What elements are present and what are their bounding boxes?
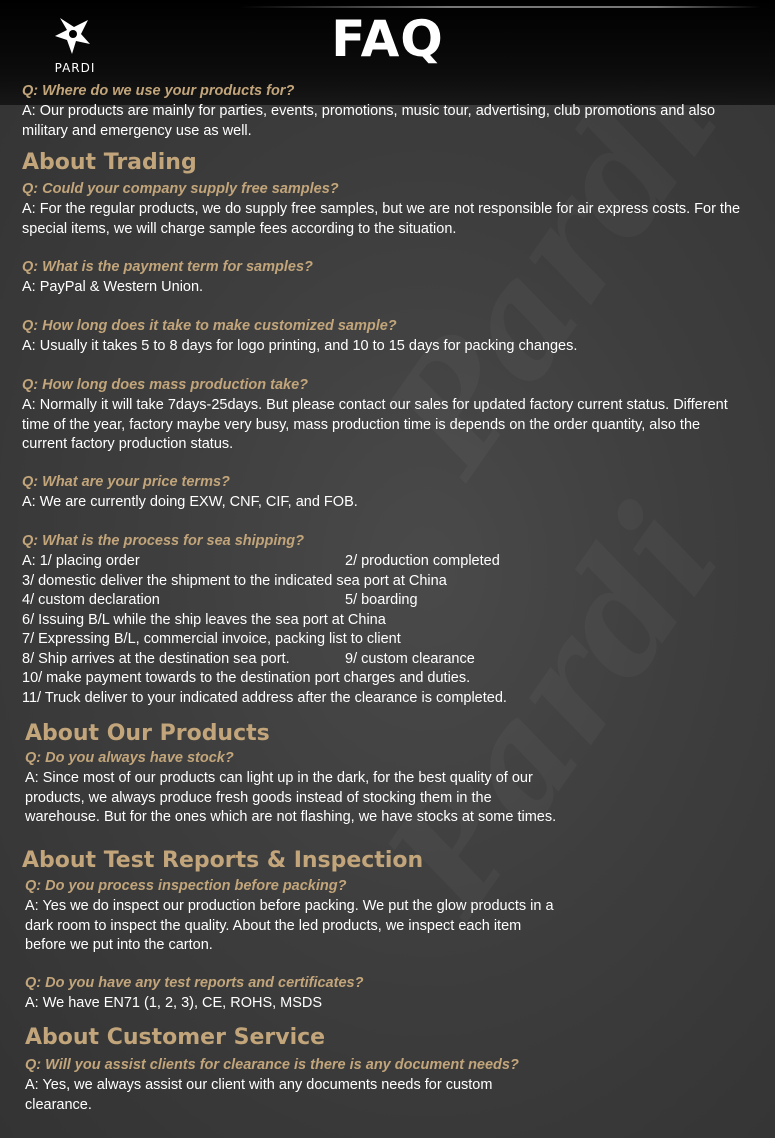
question: Q: Do you always have stock?: [25, 750, 234, 766]
shipping-row: [22, 669, 722, 689]
question: Q: What is the payment term for samples?: [22, 259, 313, 275]
page-title: FAQ: [331, 10, 444, 68]
answer-line: special items, we will charge sample fees according to the situation.: [22, 220, 457, 237]
shipping-step: 4/ custom declaration: [22, 592, 160, 608]
shipping-step: 5/ boarding: [345, 592, 418, 608]
section-heading-products: About Our Products: [25, 721, 270, 746]
shipping-step: 6/ Issuing B/L while the ship leaves the sea port at China: [22, 611, 386, 628]
answer-line: A: PayPal & Western Union.: [22, 279, 204, 295]
answer: [22, 200, 740, 239]
answer: [22, 102, 715, 141]
shipping-row: [22, 572, 722, 592]
shipping-row: [22, 591, 722, 611]
shipping-step: 9/ custom clearance: [345, 650, 475, 667]
answer-line: clearance.: [25, 1096, 92, 1113]
answer-line: military and emergency use as well.: [22, 122, 252, 139]
shipping-step: 10/ make payment towards to the destination port charges and duties.: [22, 670, 471, 686]
answer-line: A: We have EN71 (1, 2, 3), CE, ROHS, MSDS: [25, 995, 323, 1011]
answer-line: A: Yes, we always assist our client with any documents needs for custom: [25, 1077, 493, 1093]
answer-line: A: Our products are mainly for parties, events, promotions, music tour, advertising, club promotions and also: [22, 103, 716, 119]
answer-line: A: Normally it will take 7days-25days. But please contact our sales for updated factory current status. Different: [22, 397, 728, 413]
answer-line: warehouse. But for the ones which are not flashing, we have stocks at some times.: [25, 809, 557, 825]
section-heading-trading: About Trading: [22, 150, 197, 175]
answer: [22, 278, 203, 298]
answer-line: before we put into the carton.: [25, 937, 213, 953]
answer-line: A: Usually it takes 5 to 8 days for logo printing, and 10 to 15 days for packing changes.: [22, 338, 578, 354]
shipping-steps: [22, 552, 722, 708]
answer-line: A: Since most of our products can light up in the dark, for the best quality of our: [25, 770, 533, 786]
answer-line: products, we always produce fresh goods instead of stocking them in the: [25, 789, 492, 806]
question: Q: How long does mass production take?: [22, 377, 308, 393]
answer-line: time of the year, factory maybe very busy, mass production time is depends on the order quantity, also the: [22, 416, 701, 433]
question: Q: How long does it take to make customized sample?: [22, 318, 397, 334]
shipping-step: 3/ domestic deliver the shipment to the indicated sea port at China: [22, 572, 447, 589]
answer: [22, 493, 358, 513]
question: Q: Could your company supply free samples?: [22, 181, 339, 197]
answer: [25, 897, 554, 956]
answer-line: dark room to inspect the quality. About the led products, we inspect each item: [25, 917, 522, 934]
section-heading-service: About Customer Service: [25, 1025, 326, 1050]
shipping-row: [22, 630, 722, 650]
question: Q: Where do we use your products for?: [22, 83, 295, 99]
answer: [25, 1076, 492, 1115]
answer-line: A: We are currently doing EXW, CNF, CIF, and FOB.: [22, 494, 358, 510]
shipping-step: 11/ Truck deliver to your indicated address after the clearance is completed.: [22, 689, 507, 706]
shipping-row: [22, 611, 722, 631]
answer-line: A: Yes we do inspect our production before packing. We put the glow products in a: [25, 898, 554, 914]
shipping-step: 7/ Expressing B/L, commercial invoice, packing list to client: [22, 631, 401, 647]
question: Q: What is the process for sea shipping?: [22, 533, 304, 549]
question: Q: Will you assist clients for clearance is there is any document needs?: [25, 1057, 519, 1073]
shipping-row: [22, 552, 722, 572]
answer: [25, 769, 556, 828]
answer-line: current factory production status.: [22, 436, 234, 452]
question: Q: What are your price terms?: [22, 474, 230, 490]
answer: [22, 396, 728, 455]
shipping-step: A: 1/ placing order: [22, 553, 140, 569]
question: Q: Do you process inspection before packing?: [25, 878, 347, 894]
answer: [25, 994, 322, 1014]
shipping-row: [22, 650, 722, 670]
logo-text: PARDI: [54, 61, 96, 75]
shipping-row: [22, 689, 722, 709]
section-heading-inspection: About Test Reports & Inspection: [22, 848, 424, 873]
answer: [22, 337, 577, 357]
shipping-step: 2/ production completed: [345, 553, 500, 569]
question: Q: Do you have any test reports and certificates?: [25, 975, 364, 991]
answer-line: A: For the regular products, we do supply free samples, but we are not responsible for air express costs. For the: [22, 201, 741, 217]
shipping-step: 8/ Ship arrives at the destination sea port.: [22, 650, 290, 667]
